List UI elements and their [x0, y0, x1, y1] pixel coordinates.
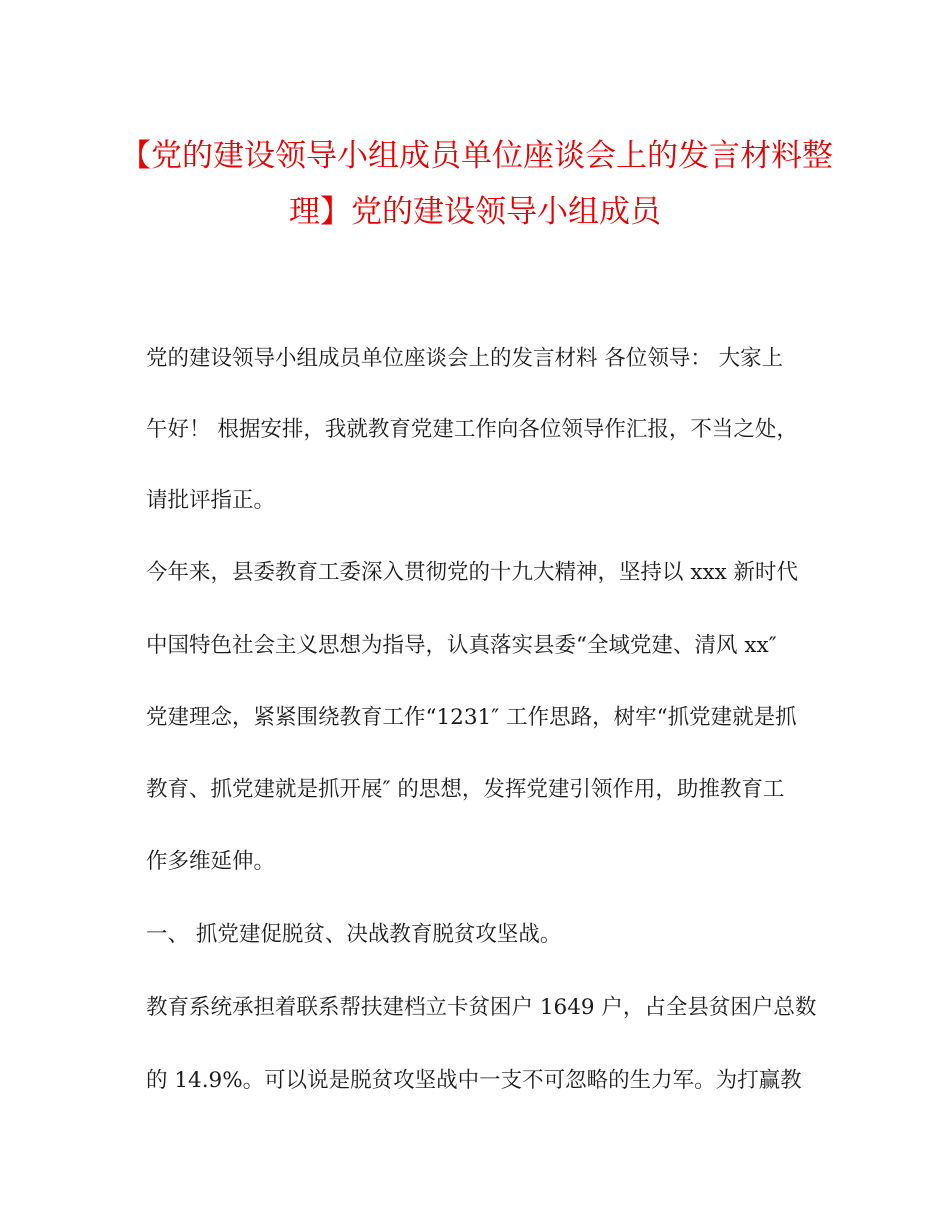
body-line: 中国特色社会主义思想为指导，认真落实县委“全域党建、清风 xx″ — [146, 633, 777, 658]
section-heading: 一、 抓党建促脱贫、决战教育脱贫攻坚战。 — [146, 922, 562, 947]
body-line: 的 14.9%。可以说是脱贫攻坚战中一支不可忽略的生力军。为打赢教 — [146, 1068, 802, 1093]
body-line: 党建理念，紧紧围绕教育工作“1231″ 工作思路，树牢“抓党建就是抓 — [146, 705, 797, 730]
body-line: 午好！ 根据安排，我就教育党建工作向各位领导作汇报，不当之处， — [146, 417, 798, 442]
body-line: 作多维延伸。 — [146, 849, 276, 874]
body-line: 请批评指正。 — [146, 488, 276, 513]
title-line-1: 【党的建设领导小组成员单位座谈会上的发言材料整 — [120, 138, 833, 174]
title-line-2: 理】党的建设领导小组成员 — [289, 194, 661, 230]
body-line: 党的建设领导小组成员单位座谈会上的发言材料 各位领导： 大家上 — [146, 346, 784, 371]
body-line: 教育系统承担着联系帮扶建档立卡贫困户 1649 户，占全县贫困户总数 — [146, 995, 817, 1020]
body-line: 教育、抓党建就是抓开展″ 的思想，发挥党建引领作用，助推教育工 — [146, 777, 785, 802]
document-title — [120, 128, 833, 240]
body-line: 今年来，县委教育工委深入贯彻党的十九大精神，坚持以 xxx 新时代 — [146, 560, 799, 585]
